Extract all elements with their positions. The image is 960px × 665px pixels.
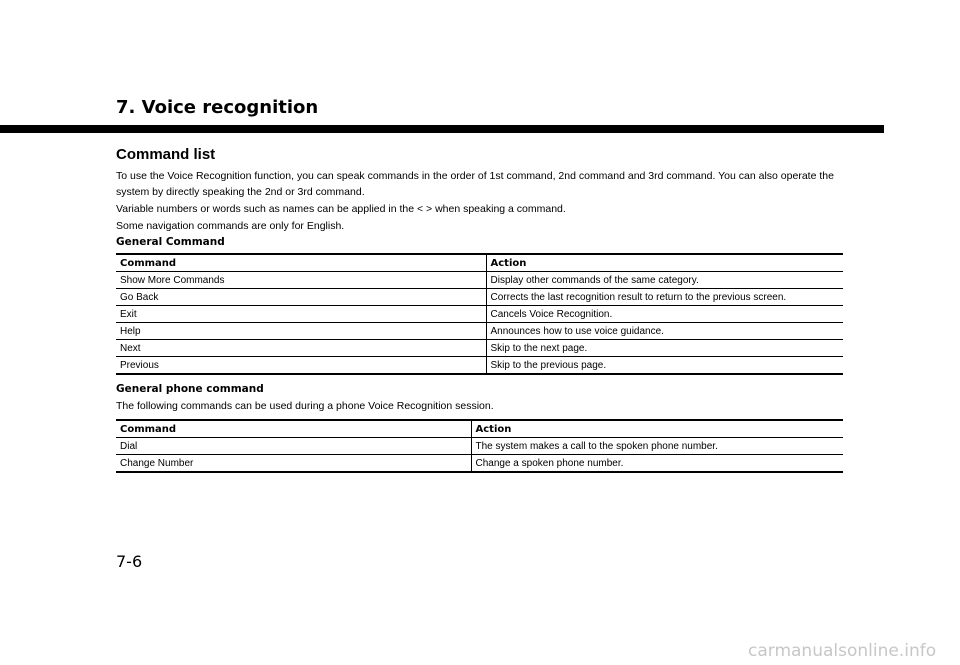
phone-command-heading: General phone command (116, 383, 264, 395)
table-header-row (116, 254, 843, 272)
table-row (116, 289, 843, 306)
table-row (116, 455, 843, 473)
table-row (116, 272, 843, 289)
phone-command-table (116, 419, 843, 473)
table-header-row (116, 420, 843, 438)
command-cell: Next (116, 340, 486, 357)
action-cell: Change a spoken phone number. (471, 455, 843, 473)
command-cell: Dial (116, 438, 471, 455)
general-command-table (116, 253, 843, 375)
command-cell: Change Number (116, 455, 471, 473)
intro-paragraph-3: Some navigation commands are only for English. (116, 220, 345, 232)
action-cell: Display other commands of the same category. (486, 272, 843, 289)
intro-paragraph-2: Variable numbers or words such as names can be applied in the < > when speaking a command. (116, 203, 566, 215)
action-cell: The system makes a call to the spoken phone number. (471, 438, 843, 455)
command-column-header: Command (116, 254, 486, 272)
chapter-rule (0, 125, 884, 133)
table-row (116, 438, 843, 455)
command-cell: Help (116, 323, 486, 340)
action-cell: Announces how to use voice guidance. (486, 323, 843, 340)
section-heading: Command list (116, 146, 216, 163)
command-cell: Exit (116, 306, 486, 323)
command-cell: Show More Commands (116, 272, 486, 289)
page-number: 7-6 (116, 552, 143, 571)
intro-paragraph-1: To use the Voice Recognition function, you can speak commands in the order of 1st command, 2nd command and 3rd command. You can also operate the system by directly speaking the 2nd or 3rd command. (116, 170, 834, 198)
table-row (116, 357, 843, 375)
table-row (116, 306, 843, 323)
watermark: carmanualsonline.info (748, 641, 937, 661)
command-cell: Go Back (116, 289, 486, 306)
action-cell: Skip to the previous page. (486, 357, 843, 375)
action-cell: Skip to the next page. (486, 340, 843, 357)
action-cell: Corrects the last recognition result to return to the previous screen. (486, 289, 843, 306)
table-row (116, 323, 843, 340)
action-cell: Cancels Voice Recognition. (486, 306, 843, 323)
general-command-heading: General Command (116, 236, 225, 248)
action-column-header: Action (471, 420, 843, 438)
chapter-title: 7. Voice recognition (116, 97, 319, 118)
command-column-header: Command (116, 420, 471, 438)
command-cell: Previous (116, 357, 486, 375)
phone-command-note: The following commands can be used during a phone Voice Recognition session. (116, 400, 494, 412)
table-row (116, 340, 843, 357)
action-column-header: Action (486, 254, 843, 272)
